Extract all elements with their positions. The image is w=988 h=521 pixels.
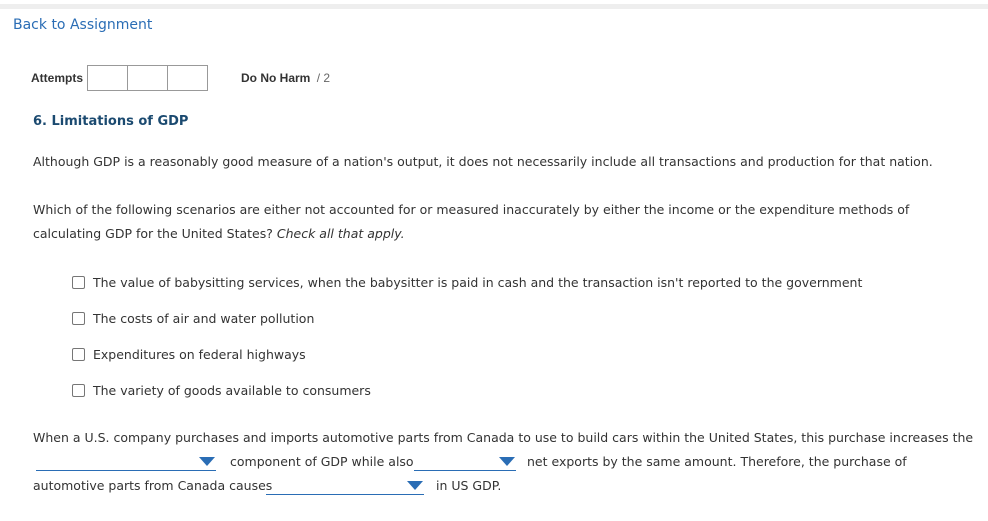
answer-option[interactable] [72, 300, 862, 336]
attempt-box [88, 66, 128, 90]
chevron-down-icon [199, 457, 215, 466]
option-label: The costs of air and water pollution [93, 310, 315, 326]
back-to-assignment-link[interactable]: Back to Assignment [13, 17, 153, 33]
question-prompt [33, 198, 953, 246]
attempt-box [128, 66, 168, 90]
answer-option[interactable] [72, 372, 862, 408]
chevron-down-icon [407, 481, 423, 490]
answer-option[interactable] [72, 264, 862, 300]
option-label: The value of babysitting services, when the babysitter is paid in cash and the transaction isn't reported to the government [93, 274, 863, 290]
chevron-down-icon [499, 457, 515, 466]
score-points: / 2 [316, 71, 331, 85]
question-prompt-text: Which of the following scenarios are either not accounted for or measured inaccurately by either the income or the expenditure methods of calculating GDP for the United States? [33, 202, 910, 241]
net-exports-effect-dropdown[interactable] [414, 452, 516, 471]
option-checkbox[interactable] [72, 312, 85, 325]
question-heading: 6. Limitations of GDP [33, 114, 189, 129]
attempts-label: Attempts [31, 71, 84, 85]
fill-in-text-2: component of GDP while also [230, 454, 414, 469]
question-prompt-hint: Check all that apply. [276, 226, 405, 241]
answer-option[interactable] [72, 336, 862, 372]
fill-in-text-4: automotive parts from Canada causes [33, 478, 273, 493]
fill-in-text-5: in US GDP. [436, 478, 502, 493]
score-display [241, 71, 330, 85]
answer-options [72, 264, 862, 408]
gdp-component-dropdown[interactable] [36, 452, 216, 471]
top-divider [0, 4, 988, 9]
fill-in-text-1: When a U.S. company purchases and imports automotive parts from Canada to use to build cars within the United States, this purchase increases the [33, 430, 974, 445]
fill-in-text-3: net exports by the same amount. Therefore, the purchase of [527, 454, 907, 469]
option-label: The variety of goods available to consumers [93, 382, 371, 398]
option-checkbox[interactable] [72, 348, 85, 361]
question-intro: Although GDP is a reasonably good measure of a nation's output, it does not necessarily include all transactions and production for that nation. [33, 154, 933, 169]
attempt-box [168, 66, 207, 90]
attempt-boxes [87, 65, 208, 91]
attempts-tracker [31, 65, 208, 91]
option-label: Expenditures on federal highways [93, 346, 306, 362]
gdp-change-dropdown[interactable] [266, 476, 424, 495]
option-checkbox[interactable] [72, 276, 85, 289]
score-title: Do No Harm [241, 71, 311, 85]
option-checkbox[interactable] [72, 384, 85, 397]
